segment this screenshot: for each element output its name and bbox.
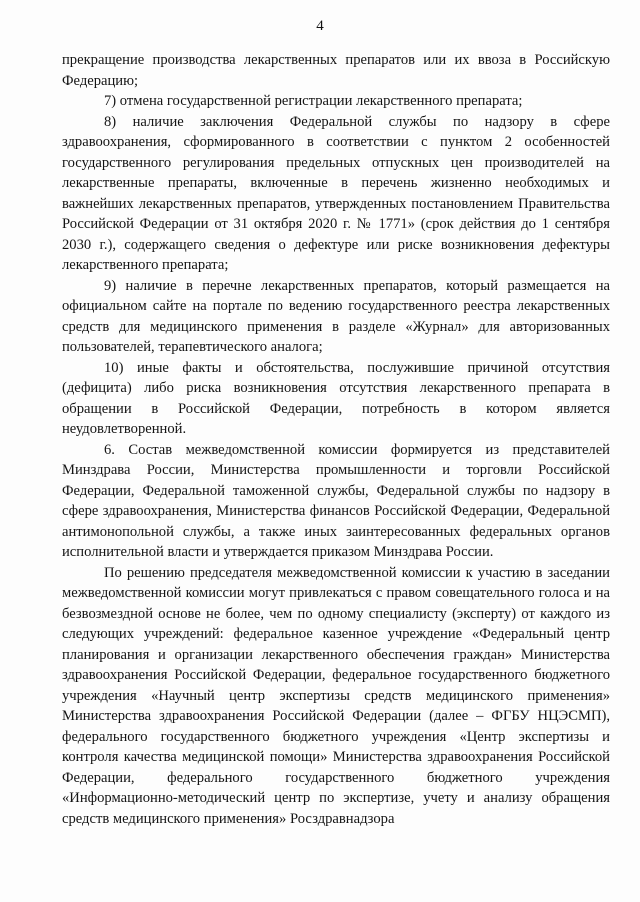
list-item-7: 7) отмена государственной регистрации лекарственного препарата;: [104, 93, 523, 109]
list-item-9: 9) наличие в перечне лекарственных препаратов, который размещается на официальном сайте на портале по ведению государственного реестра лекарственных средств для медицинского применения в разделе «Журнал» для авторизованных пользователей, терапевтического аналога;: [62, 277, 610, 355]
paragraph-experts: По решению председателя межведомственной комиссии к участию в заседании межведомственной комиссии могут привлекаться с правом совещательного голоса и на безвозмездной основе не более, чем по одному специалисту (эксперту) от каждого из следующих учреждений: федеральное казенное учреждение «Федеральный центр планирования и организации лекарственного обеспечения граждан» Министерства здравоохранения Российской Федерации, федеральное государственного бюджетного учреждения «Научный центр экспертизы средств медицинского применения» Министерства здравоохранения Российской Федерации (далее – ФГБУ НЦЭСМП), федерального государственного бюджетного учреждения «Центр экспертизы и контроля качества медицинской помощи» Министерства здравоохранения Российской Федерации, федерального государственного бюджетного учреждения «Информационно-методический центр по экспертизе, учету и анализу обращения средств медицинского применения» Росздравнадзора: [62, 564, 610, 827]
page-number: 4: [316, 18, 324, 34]
paragraph-continuation: прекращение производства лекарственных препаратов или их ввоза в Российскую Федерацию;: [62, 52, 610, 89]
list-item-10: 10) иные факты и обстоятельства, послужившие причиной отсутствия (дефицита) либо риска возникновения отсутствия лекарственного препарата в обращении в Российской Федерации, потребность в котором является неудовлетворенной.: [62, 359, 610, 437]
list-item-8: 8) наличие заключения Федеральной службы по надзору в сфере здравоохранения, сформированного в соответствии с пунктом 2 особенностей государственного регулирования предельных отпускных цен производителей на лекарственные препараты, включенные в перечень жизненно необходимых и важнейших лекарственных препаратов, утвержденных постановлением Правительства Российской Федерации от 31 октября 2020 г. № 1771» (срок действия до 1 сентября 2030 г.), содержащего сведения о дефектуре или риске возникновения дефектуры лекарственного препарата;: [62, 113, 610, 273]
document-body: [62, 50, 610, 829]
paragraph-6-commission-composition: 6. Состав межведомственной комиссии формируется из представителей Минздрава России, Министерства промышленности и торговли Российской Федерации, Федеральной таможенной службы, Федеральной службы по надзору в сфере здравоохранения, Министерства финансов Российской Федерации, Федеральной антимонопольной службы, а также иных заинтересованных федеральных органов исполнительной власти и утверждается приказом Минздрава России.: [62, 441, 610, 560]
